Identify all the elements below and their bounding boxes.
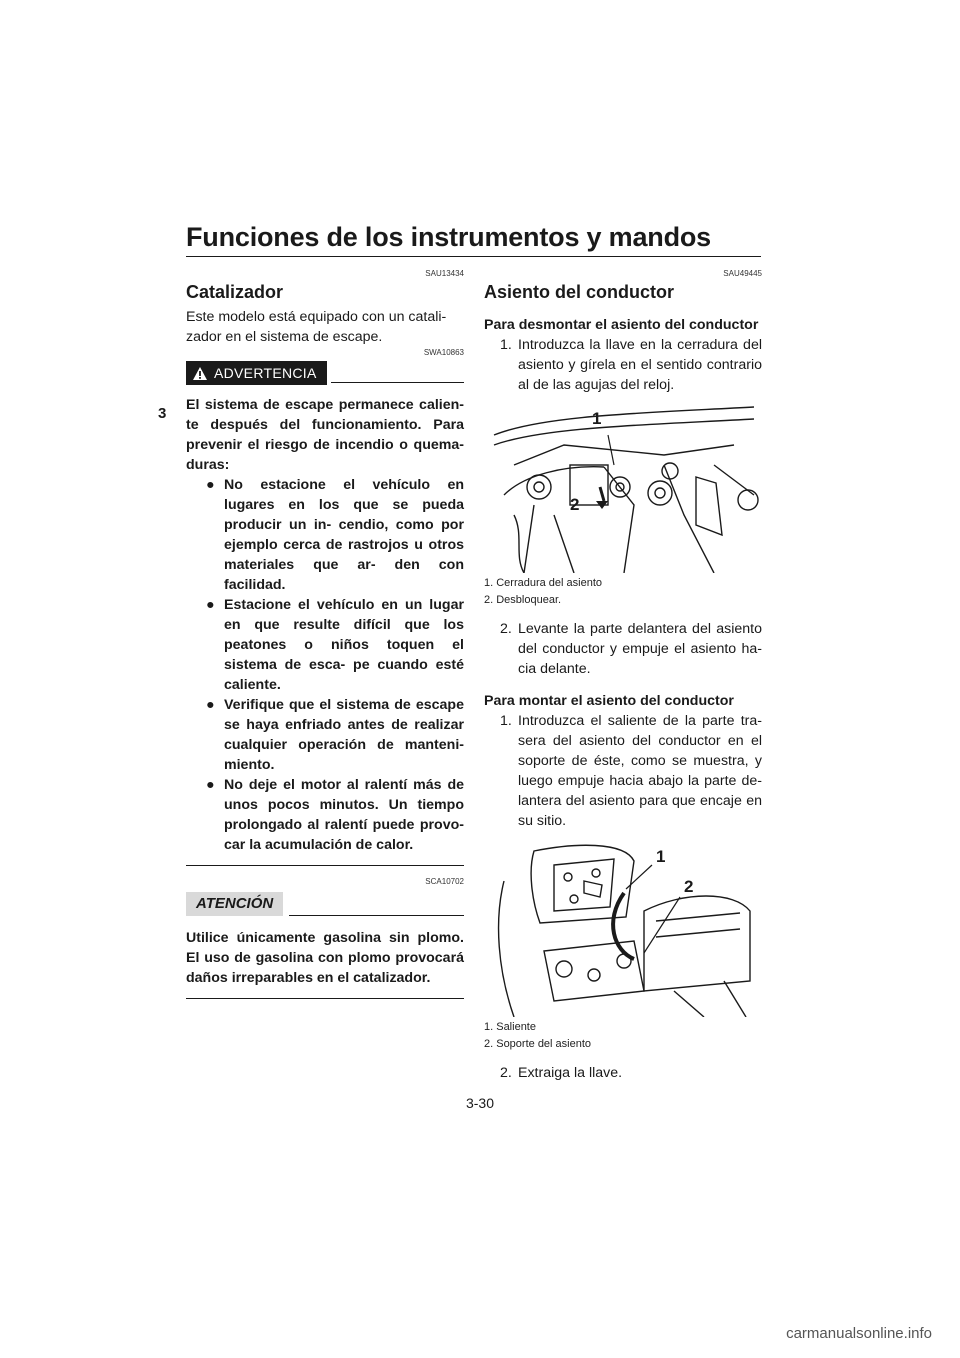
- list-item: ● Estacione el vehículo en un lugar en que resulte difícil que los peatones o niños toquen el sistema de esca- pe cuando esté caliente.: [206, 597, 464, 693]
- catalizador-intro: Este modelo está equipado con un catali- zador en el sistema de escape.: [186, 309, 447, 345]
- warning-bullets: [186, 475, 464, 855]
- page-number: 3-30: [465, 1095, 495, 1111]
- section-title-asiento: Asiento del conductor: [484, 282, 675, 302]
- list-item: 1. Introduzca el saliente de la parte tra- sera del asiento del conductor en el soporte de éste, como se muestra, y luego empuje hacia abajo la parte de- lantera del asiento para que encaje en su sitio.: [500, 713, 762, 829]
- seat-bracket-figure: [484, 841, 760, 1017]
- seat-bracket-illustration: [484, 841, 760, 1017]
- caption-2: 2. Soporte del asiento: [484, 1038, 592, 1050]
- right-column: [484, 268, 762, 1083]
- bullet-icon: ●: [206, 597, 215, 613]
- caution-header: [186, 892, 464, 916]
- caution-text: Utilice únicamente gasolina sin plomo. El uso de gasolina con plomo provocará daños irreparables en el catalizador.: [186, 930, 464, 986]
- list-item: 2. Extraiga la llave.: [500, 1065, 623, 1081]
- warning-badge: [186, 361, 327, 385]
- fig2-captions: [484, 1019, 762, 1053]
- seat-lock-figure: [484, 405, 760, 573]
- warning-intro: El sistema de escape permanece calien- te después del funcionamiento. Para prevenir el riesgo de incendio o quema- duras:: [186, 397, 464, 473]
- section-code: SAU13434: [425, 269, 464, 278]
- bullet-icon: ●: [206, 777, 215, 793]
- caution-label: ATENCIÓN: [186, 892, 283, 916]
- warning-header: [186, 361, 464, 385]
- caution-code: SCA10702: [425, 877, 464, 886]
- warning-code: SWA10863: [423, 348, 464, 357]
- watermark: carmanualsonline.info: [786, 1325, 932, 1342]
- bullet-icon: ●: [206, 697, 215, 713]
- section-code: SAU49445: [723, 269, 762, 278]
- remove-steps-1: [484, 335, 762, 395]
- list-item: ● No deje el motor al ralentí más de unos pocos minutos. Un tiempo prolongado al ralentí puede provo- car la acumulación de calor.: [206, 777, 464, 853]
- left-column: [186, 268, 464, 999]
- warning-triangle-icon: [192, 366, 208, 381]
- callout-2: 2: [684, 877, 694, 896]
- caption-1: 1. Saliente: [484, 1021, 536, 1033]
- callout-1: 1: [592, 409, 602, 428]
- chapter-number: 3: [158, 405, 167, 422]
- callout-2: 2: [570, 495, 580, 514]
- list-item: ● Verifique que el sistema de escape se haya enfriado antes de realizar cualquier operación de manteni- miento.: [206, 697, 464, 773]
- page-title: Funciones de los instrumentos y mandos: [186, 222, 711, 252]
- list-item: 2. Levante la parte delantera del asiento del conductor y empuje el asiento ha- cia delante.: [500, 621, 762, 677]
- remove-steps-2: [484, 619, 762, 679]
- install-steps-2: [484, 1063, 762, 1083]
- bullet-icon: ●: [206, 477, 215, 493]
- warning-label: ADVERTENCIA: [214, 365, 317, 381]
- caption-1: 1. Cerradura del asiento: [484, 577, 603, 589]
- warning-end-rule: [186, 865, 464, 866]
- header-rule: [186, 256, 761, 257]
- install-steps-1: [484, 711, 762, 831]
- section-title-catalizador: Catalizador: [186, 282, 284, 302]
- install-heading: Para montar el asiento del conductor: [484, 693, 734, 709]
- list-item: 1. Introduzca la llave en la cerradura del asiento y gírela en el sentido contrario al de las agujas del reloj.: [500, 337, 762, 393]
- callout-1: 1: [656, 847, 666, 866]
- caution-end-rule: [186, 998, 464, 999]
- caution-rule: [289, 915, 464, 916]
- warning-rule: [331, 364, 464, 383]
- fig1-captions: [484, 575, 762, 609]
- list-item: ● No estacione el vehículo en lugares en los que se pueda producir un in- cendio, como por ejemplo cerca de rastrojos u otros materiales que ar- den con facilidad.: [206, 477, 464, 593]
- seat-lock-illustration: [484, 405, 760, 573]
- caption-2: 2. Desbloquear.: [484, 594, 562, 606]
- remove-heading: Para desmontar el asiento del conductor: [484, 317, 759, 333]
